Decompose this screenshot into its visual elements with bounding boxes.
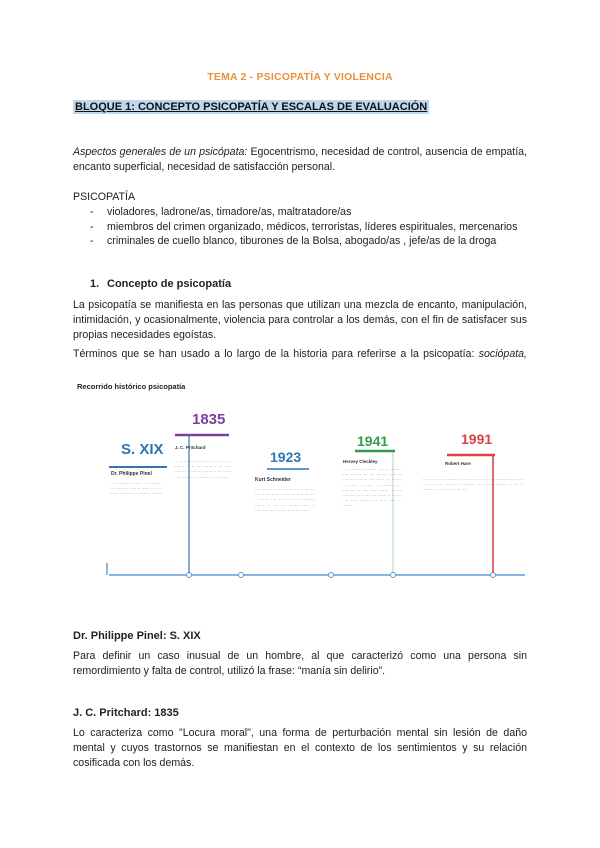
event-year: 1923 — [270, 449, 302, 465]
timeline-node — [187, 573, 192, 578]
timeline-node — [329, 573, 334, 578]
event-author: Kurt Schneider — [255, 477, 291, 483]
event-year: S. XIX — [121, 441, 164, 458]
event-description: ·· ········· ······ ····· ······· ···· · ······· ·· ·· ···· ······ · ··· ····· ········· ·· ········ ······ ·· ··· ······ ···· ····· ·· ·· ·········· ·· ··· ······ — [175, 459, 231, 480]
event-year: 1991 — [461, 431, 493, 447]
psicopatia-list — [73, 205, 527, 249]
pinel-paragraph: Para definir un caso inusual de un hombre, al que caracterizó como una persona sin remordimiento y falta de control, utilizó la frase: “manía sin delirio”. — [73, 650, 527, 677]
event-description: ···· ········ ·· ··· ········ ··· ·· ········ ···· ·· ···· ······ · ····· ·· ·········· ···· ·· ······· ·· ·· ······ ····· ··· ·· ········ ······· ·· ··· ··· ········ ····· ·· ·········· ····· ······· ·········· ···· — [255, 487, 315, 513]
aspects-paragraph — [73, 145, 527, 175]
psicopatia-heading: PSICOPATÍA — [73, 191, 136, 203]
list-bullet: - — [90, 206, 94, 218]
aspects-label: Aspectos generales de un psicópata: — [73, 146, 248, 158]
event-description: ··· ········· ·········· ···· ·· ········ ···· ········ ··· ··· ········ ····· ·· ·········· ······· ···· ······ ··· ······· ·· ······· ·· ····· ·· ········ ···· ········· ·· ···· ····· ······· ··· ··· ········· ······ ···· ··· ······· ·· ······· ···· ····· ······· ··· ····· ····· ·· ········ — [343, 467, 401, 509]
event-description: ······ · ········ ······· ···· ·· ········ ····· ·· ·· ········· ······ ····· ······ ······· ········ ·· ········· ···· ········ ········ ·· ··· ·· ······· ·· ······ · ····· ··· ···· — [423, 477, 523, 493]
list-item: - miembros del crimen organizado, médicos, terroristas, líderes espirituales, mercenarios — [90, 220, 518, 233]
list-bullet: - — [90, 235, 94, 247]
event-author: Robert Hare — [445, 461, 471, 466]
timeline-figure — [65, 363, 530, 617]
section-number: 1. — [90, 278, 100, 290]
timeline-node — [391, 573, 396, 578]
pinel-heading: Dr. Philippe Pinel: S. XIX — [73, 630, 201, 642]
terms-list: sociópata, — [478, 348, 527, 360]
event-description: ····· ······· · ········ ·· ·· ······· · ··· ········· ····· ·· ······ ·· · ···· ······ ········· ·· ·········· ········ — [111, 481, 163, 497]
timeline-node — [239, 573, 244, 578]
timeline-title: Recorrido histórico psicopatía — [77, 382, 186, 391]
event-author: Dr. Philippe Pinel — [111, 471, 152, 477]
block-header: BLOQUE 1: CONCEPTO PSICOPATÍA Y ESCALAS DE EVALUACIÓN — [75, 101, 428, 113]
timeline-node — [491, 573, 496, 578]
pritchard-paragraph: Lo caracteriza como "Locura moral", una forma de perturbación mental sin lesión de daño mental y cuyos trastornos se manifiestan en el contexto de los sentimientos y su relación cosificada con los demás. — [73, 727, 527, 769]
aspects-text: Egocentrismo, necesidad de control, ausencia de empatía, encanto superficial, necesidad de satisfacción personal. — [73, 146, 527, 173]
definition-paragraph: La psicopatía se manifiesta en las personas que utilizan una mezcla de encanto, manipulación, intimidación, y ocasionalmente, violencia para controlar a los demás, con el fin de satisfacer sus propias necesidades egoístas. — [73, 299, 527, 341]
event-author: J. C. Pritchard — [175, 445, 206, 450]
event-author: Hervey Cleckley — [343, 459, 378, 464]
pritchard-heading: J. C. Pritchard: 1835 — [73, 707, 179, 719]
terms-lead: Términos que se han usado a lo largo de la historia para referirse a la psicopatía: — [73, 348, 479, 360]
section-title: Concepto de psicopatía — [107, 278, 232, 290]
document-title: TEMA 2 - PSICOPATÍA Y VIOLENCIA — [207, 71, 393, 83]
list-bullet: - — [90, 220, 94, 233]
event-year: 1835 — [192, 411, 226, 428]
list-item: - violadores, ladrone/as, timadore/as, maltratadore/as — [90, 206, 352, 218]
event-year: 1941 — [357, 433, 389, 449]
section-heading — [90, 278, 231, 290]
list-item: - criminales de cuello blanco, tiburones de la Bolsa, abogado/as , jefe/as de la droga — [90, 235, 497, 247]
